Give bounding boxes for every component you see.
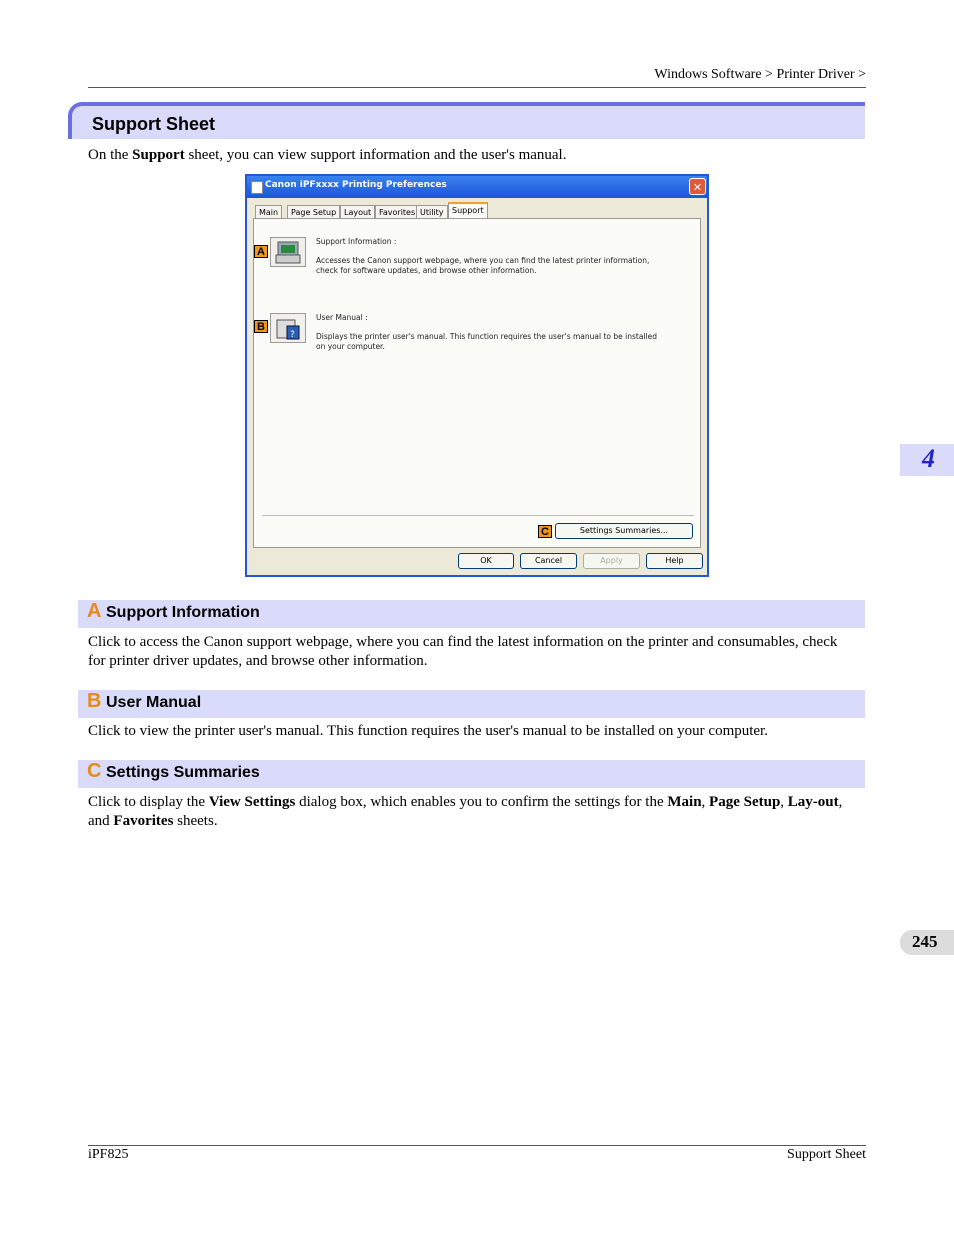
subsection-header-b (78, 690, 865, 718)
cancel-button[interactable]: Cancel (520, 553, 577, 569)
tab-main[interactable]: Main (255, 205, 282, 219)
chapter-tab (900, 444, 954, 476)
tab-page-setup[interactable]: Page Setup (287, 205, 340, 219)
subsection-header-a (78, 600, 865, 628)
breadcrumb: Windows Software > Printer Driver > (654, 67, 866, 82)
subsection-letter-b: B (87, 690, 102, 712)
footer-divider (88, 1145, 866, 1146)
header-divider (88, 87, 866, 88)
panel-divider (262, 515, 694, 516)
tab-favorites[interactable]: Favorites (375, 205, 419, 219)
text-part: sheets. (173, 813, 218, 829)
tab-layout[interactable]: Layout (340, 205, 375, 219)
chapter-number: 4 (922, 444, 935, 473)
support-information-text: Click to access the Canon support webpage, where you can find the latest information on the printer and consumables, check for printer driver updates, and browse other information. (88, 634, 838, 669)
user-manual-button[interactable] (270, 313, 306, 343)
footer-model: iPF825 (88, 1147, 129, 1162)
printer-icon (251, 181, 263, 194)
intro-paragraph (88, 147, 566, 164)
text-bold-main: Main (667, 794, 702, 810)
intro-bold: Support (132, 147, 185, 163)
subsection-title-b: User Manual (106, 694, 202, 711)
tab-utility[interactable]: Utility (416, 205, 448, 219)
user-manual-label: User Manual : (316, 313, 368, 322)
subsection-title-c: Settings Summaries (106, 764, 260, 781)
support-information-button[interactable] (270, 237, 306, 267)
support-information-icon (271, 238, 305, 266)
settings-summaries-button[interactable]: Settings Summaries... (555, 523, 693, 539)
text-part: , and (88, 794, 843, 829)
page-number-tab (900, 930, 954, 955)
dialog-title: Canon iPFxxxx Printing Preferences (265, 180, 447, 190)
subsection-header-c (78, 760, 865, 788)
subsection-title-a: Support Information (106, 604, 260, 621)
intro-before: On the (88, 147, 133, 163)
user-manual-desc: Displays the printer user's manual. This function requires the user's manual to be installed on your computer. (316, 332, 657, 351)
svg-text:?: ? (290, 330, 295, 340)
text-bold-page-setup: Page Setup (709, 794, 781, 810)
text-bold-favorites: Favorites (113, 813, 174, 829)
user-manual-icon (271, 314, 305, 342)
text-bold-layout: Lay-out (787, 794, 839, 810)
help-button[interactable]: Help (646, 553, 703, 569)
printing-preferences-dialog (245, 174, 709, 577)
tab-support[interactable]: Support (448, 202, 488, 220)
text-part: , (780, 794, 788, 810)
subsection-letter-c: C (87, 760, 102, 782)
settings-summaries-text (88, 793, 858, 831)
support-information-label: Support Information : (316, 237, 397, 246)
section-header (68, 102, 865, 139)
subsection-letter-a: A (87, 600, 102, 622)
support-panel (253, 218, 701, 548)
page-number: 245 (912, 932, 938, 951)
dialog-titlebar (247, 176, 707, 198)
footer-section: Support Sheet (787, 1147, 866, 1162)
intro-after: sheet, you can view support information and the user's manual. (184, 147, 567, 163)
label-b: B (254, 320, 268, 333)
text-part: , (701, 794, 710, 810)
section-title: Support Sheet (92, 114, 216, 134)
support-information-desc: Accesses the Canon support webpage, where you can find the latest printer information, check for software updates, and browse other information. (316, 256, 650, 275)
apply-button[interactable]: Apply (583, 553, 640, 569)
ok-button[interactable]: OK (458, 553, 514, 569)
text-part: Click to display the (88, 794, 209, 810)
user-manual-text: Click to view the printer user's manual. This function requires the user's manual to be installed on your computer. (88, 723, 768, 739)
label-a: A (254, 245, 268, 258)
label-c: C (538, 525, 552, 538)
text-bold-view-settings: View Settings (208, 794, 296, 810)
close-icon[interactable]: ✕ (689, 178, 706, 195)
text-part: dialog box, which enables you to confirm the settings for the (295, 794, 668, 810)
